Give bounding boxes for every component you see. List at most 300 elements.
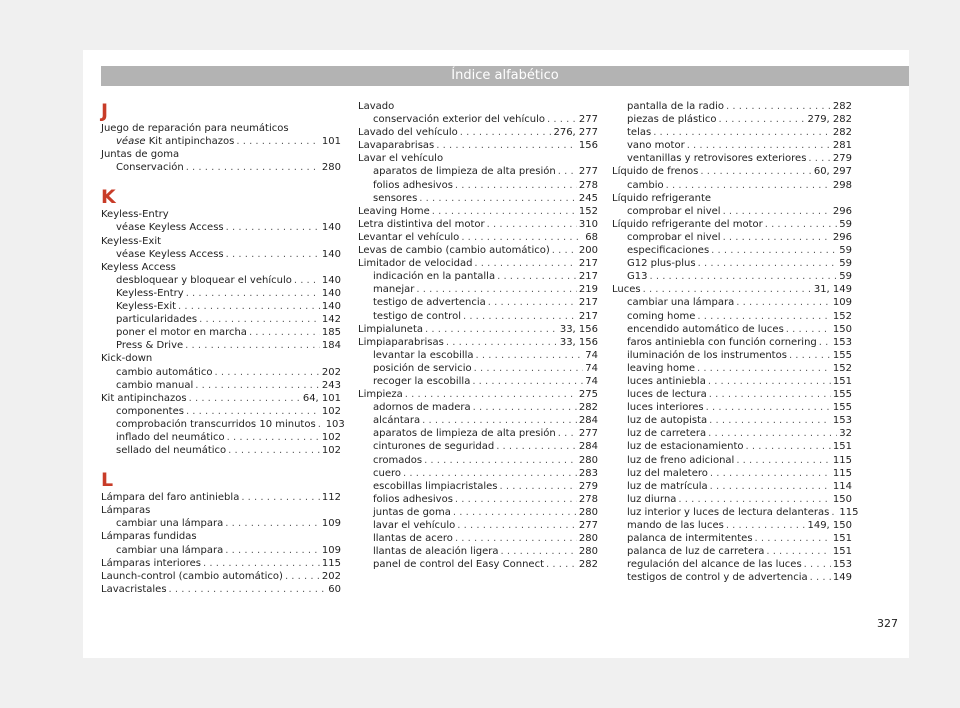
dot-leader — [719, 113, 806, 126]
dot-leader — [808, 152, 831, 165]
page-reference: 109 — [321, 544, 341, 556]
index-subentry — [101, 544, 341, 557]
index-subentry — [612, 113, 852, 126]
dot-leader — [453, 506, 577, 519]
index-subentry — [612, 571, 852, 584]
index-entry — [358, 218, 598, 231]
dot-leader — [199, 313, 320, 326]
dot-leader — [241, 491, 320, 504]
index-subentry — [612, 519, 852, 532]
entry-term: cambiar una lámpara — [627, 297, 735, 309]
entry-term: cambiar una lámpara — [116, 544, 224, 556]
dot-leader — [455, 532, 577, 545]
page-reference: 200 — [578, 245, 598, 257]
index-subentry — [358, 454, 598, 467]
index-entry — [101, 504, 341, 517]
dot-leader — [746, 440, 831, 453]
dot-leader — [195, 379, 320, 392]
index-entry — [101, 148, 341, 161]
page-reference: 142 — [321, 314, 341, 326]
index-subentry — [612, 545, 852, 558]
dot-leader — [416, 283, 577, 296]
entry-term: cambio — [627, 179, 664, 191]
index-entry — [101, 530, 341, 543]
entry-term: Letra distintiva del motor — [358, 218, 485, 230]
index-subentry — [358, 349, 598, 362]
entry-term: juntas de goma — [373, 506, 451, 518]
dot-leader — [226, 221, 320, 234]
index-subentry — [612, 388, 852, 401]
section-letter: K — [101, 186, 116, 209]
page-reference: 282 — [832, 101, 852, 112]
index-entry — [101, 235, 341, 248]
page-reference: 33, 156 — [559, 323, 598, 335]
index-subentry — [612, 362, 852, 375]
page-reference: 280 — [578, 506, 598, 518]
entry-term: comprobar el nivel — [627, 231, 721, 243]
index-entry — [612, 192, 852, 205]
entry-term: escobillas limpiacristales — [373, 480, 498, 492]
entry-term: Lámparas interiores — [101, 557, 201, 569]
page-reference: 277 — [578, 520, 598, 531]
dot-leader — [723, 231, 831, 244]
index-entry — [101, 491, 341, 504]
entry-term: telas — [627, 127, 652, 139]
page-reference: 140 — [321, 222, 341, 234]
entry-term: Levantar el vehículo — [358, 231, 460, 243]
index-entry — [612, 165, 852, 178]
index-subentry — [101, 221, 341, 234]
index-subentry — [612, 270, 852, 283]
entry-term: componentes — [116, 405, 184, 417]
entry-term: sensores — [373, 192, 418, 204]
index-entry — [358, 323, 598, 336]
entry-term: cambiar una lámpara — [116, 518, 224, 530]
page-reference: 74 — [585, 349, 598, 361]
dot-leader — [455, 493, 577, 506]
dot-leader — [546, 558, 577, 571]
index-subentry — [612, 205, 852, 218]
dot-leader — [711, 244, 837, 257]
page-reference: 140 — [321, 248, 341, 260]
index-entry — [358, 336, 598, 349]
index-subentry — [612, 532, 852, 545]
dot-leader — [500, 480, 577, 493]
entry-term: luz de carretera — [627, 428, 707, 440]
dot-leader — [810, 571, 831, 584]
dot-leader — [403, 467, 577, 480]
dot-leader — [736, 454, 831, 467]
index-entry — [101, 122, 341, 135]
entry-term: Keyless-Exit — [116, 301, 177, 313]
dot-leader — [755, 532, 831, 545]
page-reference: 243 — [321, 379, 341, 391]
page-reference: 282 — [578, 402, 598, 414]
page-reference: 296 — [832, 205, 852, 217]
page-reference: 278 — [578, 493, 598, 505]
dot-leader — [558, 427, 577, 440]
page-reference: 284 — [578, 441, 598, 453]
page-reference: 109 — [321, 518, 341, 530]
page-reference: 115 — [839, 506, 859, 518]
page-reference: 102 — [321, 445, 341, 457]
dot-leader — [474, 257, 576, 270]
entry-term: luz de autopista — [627, 415, 708, 427]
index-entry — [612, 218, 852, 231]
page-reference: 59 — [839, 258, 852, 270]
page-reference: 277 — [578, 114, 598, 126]
entry-term: indicación en la pantalla — [373, 271, 496, 283]
index-subentry — [358, 558, 598, 571]
index-entry — [358, 244, 598, 257]
entry-term: inflado del neumático — [116, 431, 225, 443]
entry-term: testigos de control y de advertencia — [627, 572, 808, 584]
entry-term: Press & Drive — [116, 340, 184, 352]
entry-term: luz de estacionamiento — [627, 441, 744, 453]
dot-leader — [765, 218, 838, 231]
dot-leader — [318, 418, 324, 431]
page-reference: 140 — [321, 287, 341, 299]
dot-leader — [552, 244, 577, 257]
page-reference: 202 — [321, 366, 341, 378]
page-reference: 101 — [321, 136, 341, 148]
dot-leader — [186, 161, 320, 174]
entry-term: panel de control del Easy Connect — [373, 559, 545, 571]
dot-leader — [169, 583, 327, 596]
entry-term: iluminación de los instrumentos — [627, 349, 787, 361]
page-reference: 279 — [578, 480, 598, 492]
dot-leader — [285, 570, 320, 583]
index-entry — [101, 352, 341, 365]
entry-term: faros antiniebla con función cornering — [627, 336, 817, 348]
dot-leader — [766, 545, 831, 558]
page-reference: 217 — [578, 297, 598, 309]
dot-leader — [476, 349, 584, 362]
page-reference: 280 — [578, 454, 598, 466]
page-reference: 156 — [578, 140, 598, 152]
page-reference: 155 — [832, 349, 852, 361]
entry-term: comprobar el nivel — [627, 205, 721, 217]
dot-leader — [425, 323, 558, 336]
page-reference: 151 — [832, 546, 852, 558]
entry-term: testigo de advertencia — [373, 297, 486, 309]
index-subentry — [358, 427, 598, 440]
dot-leader — [709, 388, 831, 401]
dot-leader — [700, 165, 811, 178]
index-subentry — [612, 323, 852, 336]
index-subentry — [612, 336, 852, 349]
entry-term: luces de lectura — [627, 389, 707, 401]
entry-term: cinturones de seguridad — [373, 441, 495, 453]
section-letter: J — [101, 100, 109, 122]
page-reference: 298 — [832, 179, 852, 191]
index-entry — [358, 205, 598, 218]
index-column-1 — [101, 100, 345, 596]
entry-term: vano motor — [627, 140, 685, 152]
index-subentry — [612, 440, 852, 453]
page-reference: 185 — [321, 327, 341, 339]
index-subentry — [612, 310, 852, 323]
dot-leader — [706, 401, 831, 414]
index-subentry — [358, 375, 598, 388]
index-entry — [101, 392, 341, 405]
index-subentry — [358, 414, 598, 427]
entry-term: Lavado del vehículo — [358, 127, 458, 139]
dot-leader — [226, 248, 320, 261]
index-subentry — [612, 414, 852, 427]
index-subentry — [101, 161, 341, 174]
entry-term: folios adhesivos — [373, 493, 453, 505]
index-entry — [358, 139, 598, 152]
index-subentry — [612, 558, 852, 571]
index-subentry — [612, 454, 852, 467]
dot-leader — [558, 165, 577, 178]
page-reference: 155 — [832, 402, 852, 414]
dot-leader — [697, 362, 831, 375]
page-reference: 140 — [321, 274, 341, 286]
entry-term: Keyless-Entry — [101, 209, 169, 221]
entry-term: sellado del neumático — [116, 445, 227, 457]
page-reference: 281 — [832, 140, 852, 152]
dot-leader — [225, 517, 320, 530]
entry-term: luz del maletero — [627, 467, 708, 479]
page-reference: 115 — [832, 467, 852, 479]
index-subentry — [358, 401, 598, 414]
entry-term: luz interior y luces de lectura delanteras — [627, 506, 830, 518]
index-subentry — [612, 244, 852, 257]
entry-term — [116, 135, 234, 148]
dot-leader — [789, 349, 831, 362]
index-subentry — [358, 310, 598, 323]
entry-term: Lavacristales — [101, 583, 167, 595]
entry-term: aparatos de limpieza de alta presión — [373, 428, 556, 440]
page-reference: 59 — [839, 218, 852, 230]
dot-leader — [432, 205, 577, 218]
entry-term: encendido automático de luces — [627, 323, 784, 335]
index-subentry — [612, 296, 852, 309]
page-reference: 59 — [839, 271, 852, 283]
dot-leader — [228, 444, 320, 457]
entry-term: véase Keyless Access — [116, 222, 224, 234]
dot-leader — [723, 205, 831, 218]
page-reference: 283 — [578, 467, 598, 479]
entry-term: luz diurna — [627, 493, 677, 505]
dot-leader — [709, 414, 831, 427]
index-subentry — [358, 270, 598, 283]
index-entry — [612, 283, 852, 296]
page-reference: 184 — [321, 340, 341, 352]
dot-leader — [294, 274, 320, 287]
entry-term: Kit antipinchazos — [101, 392, 187, 404]
entry-term: Kick-down — [101, 353, 153, 365]
index-entry — [358, 126, 598, 139]
entry-term: coming home — [627, 310, 696, 322]
page-reference: 217 — [578, 271, 598, 283]
page-reference: 60, 297 — [813, 166, 852, 178]
dot-leader — [698, 257, 838, 270]
page-reference: 74 — [585, 362, 598, 374]
page-reference: 280 — [578, 533, 598, 545]
entry-term: Lavaparabrisas — [358, 140, 435, 152]
index-subentry — [358, 532, 598, 545]
page-reference: 280 — [578, 546, 598, 558]
entry-term: véase Keyless Access — [116, 248, 224, 260]
index-subentry — [612, 139, 852, 152]
page-reference: 150 — [832, 493, 852, 505]
page-reference: 149, 150 — [807, 520, 852, 531]
page-reference: 277 — [578, 428, 598, 440]
index-subentry — [358, 362, 598, 375]
index-entry — [101, 261, 341, 274]
entry-term: Juntas de goma — [101, 149, 180, 161]
entry-term: Limpiaparabrisas — [358, 336, 444, 348]
index-subentry — [612, 257, 852, 270]
index-subentry — [358, 493, 598, 506]
page-reference: 278 — [578, 179, 598, 191]
page-header: Índice alfabético — [101, 66, 909, 86]
dot-leader — [461, 231, 583, 244]
page-reference: 153 — [832, 559, 852, 571]
index-subentry — [612, 349, 852, 362]
entry-term: leaving home — [627, 362, 695, 374]
entry-term: Keyless-Exit — [101, 235, 162, 247]
dot-leader — [178, 300, 320, 313]
index-subentry — [358, 519, 598, 532]
entry-term: comprobación transcurridos 10 minutos — [116, 418, 316, 430]
page-reference: 245 — [578, 192, 598, 204]
page-reference: 74 — [585, 375, 598, 387]
entry-term: alcántara — [373, 415, 421, 427]
page-reference: 219 — [578, 284, 598, 296]
dot-leader — [214, 366, 319, 379]
dot-leader — [678, 493, 830, 506]
page-reference: 60 — [328, 583, 341, 595]
index-subentry — [101, 313, 341, 326]
page-reference: 284 — [578, 415, 598, 427]
index-subentry — [612, 375, 852, 388]
dot-leader — [653, 126, 831, 139]
index-subentry — [358, 283, 598, 296]
page-reference: 114 — [832, 480, 852, 492]
entry-term: adornos de madera — [373, 402, 471, 414]
index-subentry — [612, 100, 852, 113]
page-reference: 217 — [578, 258, 598, 270]
index-subentry — [612, 467, 852, 480]
entry-term: Luces — [612, 284, 641, 296]
dot-leader — [501, 545, 577, 558]
page-reference: 31, 149 — [813, 284, 852, 296]
index-entry — [358, 231, 598, 244]
page-reference: 102 — [321, 405, 341, 417]
dot-leader — [225, 544, 320, 557]
entry-term: Líquido refrigerante del motor — [612, 218, 763, 230]
entry-term: Lavar el vehículo — [358, 153, 444, 165]
dot-leader — [710, 467, 831, 480]
page-reference: 153 — [832, 336, 852, 348]
page-reference: 151 — [832, 375, 852, 387]
entry-term: aparatos de limpieza de alta presión — [373, 166, 556, 178]
dot-leader — [496, 440, 577, 453]
dot-leader — [227, 431, 320, 444]
index-subentry — [612, 427, 852, 440]
dot-leader — [487, 218, 577, 231]
entry-term: cambio manual — [116, 379, 194, 391]
page-reference: 140 — [321, 301, 341, 313]
index-subentry — [101, 248, 341, 261]
dot-leader — [472, 375, 583, 388]
index-subentry — [101, 326, 341, 339]
page-reference: 202 — [321, 570, 341, 582]
entry-term: G13 — [627, 271, 648, 283]
index-subentry — [101, 300, 341, 313]
dot-leader — [474, 362, 584, 375]
entry-term: Juego de reparación para neumáticos — [101, 123, 289, 134]
entry-term: regulación del alcance de las luces — [627, 559, 802, 571]
dot-leader — [455, 179, 577, 192]
page-reference: 277 — [578, 166, 598, 178]
index-subentry — [612, 152, 852, 165]
entry-term: pantalla de la radio — [627, 101, 724, 112]
entry-term: Levas de cambio (cambio automático) — [358, 245, 550, 257]
index-subentry — [101, 274, 341, 287]
index-subentry — [101, 339, 341, 352]
section-letter: L — [101, 469, 114, 492]
index-subentry — [612, 480, 852, 493]
entry-term: desbloquear y bloquear el vehículo — [116, 274, 292, 286]
dot-leader — [185, 339, 320, 352]
page-reference: 151 — [832, 441, 852, 453]
entry-term: particularidades — [116, 314, 198, 326]
page-reference: 155 — [832, 389, 852, 401]
index-subentry — [101, 135, 341, 148]
index-entry — [101, 570, 341, 583]
index-subentry — [612, 493, 852, 506]
index-subentry — [101, 418, 345, 431]
entry-term: poner el motor en marcha — [116, 327, 247, 339]
page-reference: 279, 282 — [807, 114, 852, 126]
dot-leader — [419, 192, 577, 205]
index-subentry — [101, 366, 341, 379]
entry-term: Limitador de velocidad — [358, 258, 473, 270]
dot-leader — [186, 405, 320, 418]
page-reference: 280 — [321, 162, 341, 174]
page-reference: 152 — [832, 310, 852, 322]
page-reference: 310 — [578, 218, 598, 230]
page-reference: 149 — [832, 572, 852, 584]
index-subentry — [358, 296, 598, 309]
dot-leader — [422, 414, 577, 427]
dot-leader — [726, 519, 806, 532]
page-reference: 115 — [832, 454, 852, 466]
entry-term: cromados — [373, 454, 423, 466]
entry-term: luces antiniebla — [627, 375, 706, 387]
entry-term: Keyless Access — [101, 261, 176, 273]
dot-leader — [687, 139, 831, 152]
entry-term: piezas de plástico — [627, 114, 717, 126]
page-reference: 152 — [832, 362, 852, 374]
page-reference: 152 — [578, 205, 598, 217]
index-subentry — [358, 545, 598, 558]
entry-term: testigo de control — [373, 310, 461, 322]
dot-leader — [708, 375, 831, 388]
dot-leader — [497, 270, 577, 283]
dot-leader — [436, 139, 577, 152]
entry-term: conservación exterior del vehículo — [373, 114, 546, 126]
entry-term: Keyless-Entry — [116, 287, 184, 299]
page-reference: 276, 277 — [553, 127, 598, 139]
dot-leader — [786, 323, 831, 336]
dot-leader — [203, 557, 320, 570]
